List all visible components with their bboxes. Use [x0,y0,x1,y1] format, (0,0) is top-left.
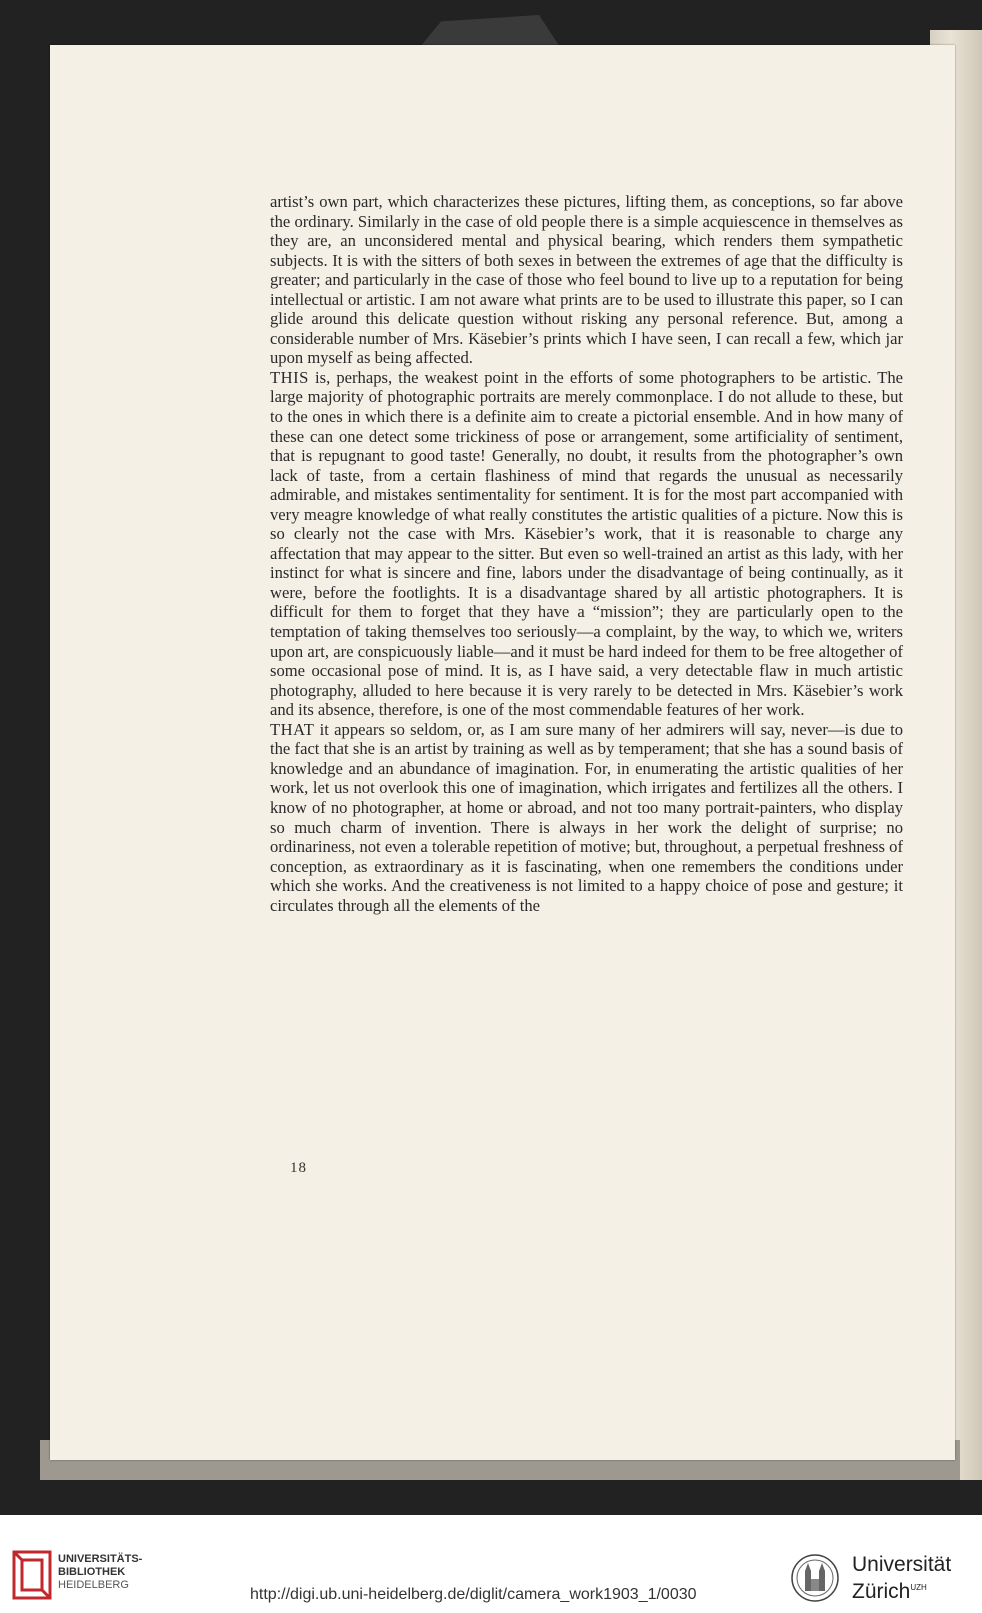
uzh-superscript: UZH [910,1583,927,1592]
paragraph-text: artist’s own part, which characterizes these pictures, lifting them, as conceptions, so far above the ordinary. Similarly in the case of old people there is a simple acquiescence in themselves as they are, an unconsidered mental and physical bearing, which renders them sympathetic subjects. It is with the sitters of both sexes in between the extremes of age that the difficulty is greater; and particularly in the case of those who feel bound to live up to a reputation for being intellectual or artistic. I am not aware what prints are to be used to illustrate this paper, so I can glide around this delicate question without risking any personal reference. But, among a considerable number of Mrs. Käsebier’s prints which I have seen, I can recall a few, which jar upon myself as being affected. [270,192,903,368]
paragraph-lead-word: THAT [270,719,315,739]
uzh-name-line-1: Universität [852,1553,952,1576]
source-url-link[interactable]: http://digi.ub.uni-heidelberg.de/diglit/camera_work1903_1/0030 [250,1586,697,1603]
uzh-name-zurich: Zürich [852,1580,911,1603]
heidelberg-library-logo-icon [12,1550,52,1600]
paragraph-3 [270,720,903,915]
zurich-university-name [852,1553,951,1603]
uzh-name-line-2 [852,1576,951,1603]
paragraph-lead-word: THIS [270,367,309,387]
body-text [270,192,903,915]
library-name-line-3: HEIDELBERG [58,1579,129,1591]
page-number: 18 [290,1160,307,1176]
paragraph-2 [270,368,903,720]
paragraph-1 [270,192,903,368]
paragraph-text: it appears so seldom, or, as I am sure many of her admirers will say, never—is due to the fact that she is an artist by training as well as by temperament; that she has a sound basis of knowledge and an abundance of imagination. For, in enumerating the artistic qualities of her work, let us not overlook this one of imagination, which irrigates and fertilizes all the others. I know of no photographer, at home or abroad, and not too many portrait-painters, who display so much charm of invention. There is always in her work the delight of surprise; no ordinariness, not even a tolerable repetition of motive; but, throughout, a perpetual freshness of conception, as extraordinary as it is fascinating, when one remembers the conditions under which she works. And the creativeness is not limited to a happy choice of pose and gesture; it circulates through all the elements of the [270,719,903,915]
library-name-line-2: BIBLIOTHEK [58,1566,126,1578]
paragraph-text: is, perhaps, the weakest point in the efforts of some photographers to be artistic. The large majority of photographic portraits are merely commonplace. I do not allude to these, but to the ones in which there is a definite aim to create a pictorial ensemble. And in how many of these can one detect some trickiness of pose or arrangement, some artificiality of sentiment, that is repugnant to good taste! Generally, no doubt, it results from the photographer’s own lack of taste, from a certain flashiness of mind that regards the unusual as necessarily admirable, and mistakes sentimentality for sentiment. It is for the most part accompanied with very meagre knowledge of what really constitutes the artistic qualities of a picture. Now this is so clearly not the case with Mrs. Käsebier’s work, that it is reasonable to charge any affectation that may appear to the sitter. But even so well-trained an artist as this lady, with her instinct for what is sincere and fine, labors under the disadvantage of being continually, as it were, before the footlights. It is a disadvantage shared by all artistic photographers. It is difficult for them to forget that they have a “mission”; they are particularly open to the temptation of taking themselves too seriously—a complaint, by the way, to which we, writers upon art, are conspicuously liable—and it must be hard indeed for them to be free altogether of some occasional pose of mind. It is, as I have said, a very detectable flaw in much artistic photography, alluded to here because it is very rarely to be detected in Mrs. Käsebier’s work and its absence, therefore, is one of the most commendable features of her work. [270,367,903,720]
heidelberg-library-name [58,1553,142,1592]
library-name-line-1: UNIVERSITÄTS- [58,1553,143,1565]
zurich-university-seal-icon [790,1553,840,1603]
